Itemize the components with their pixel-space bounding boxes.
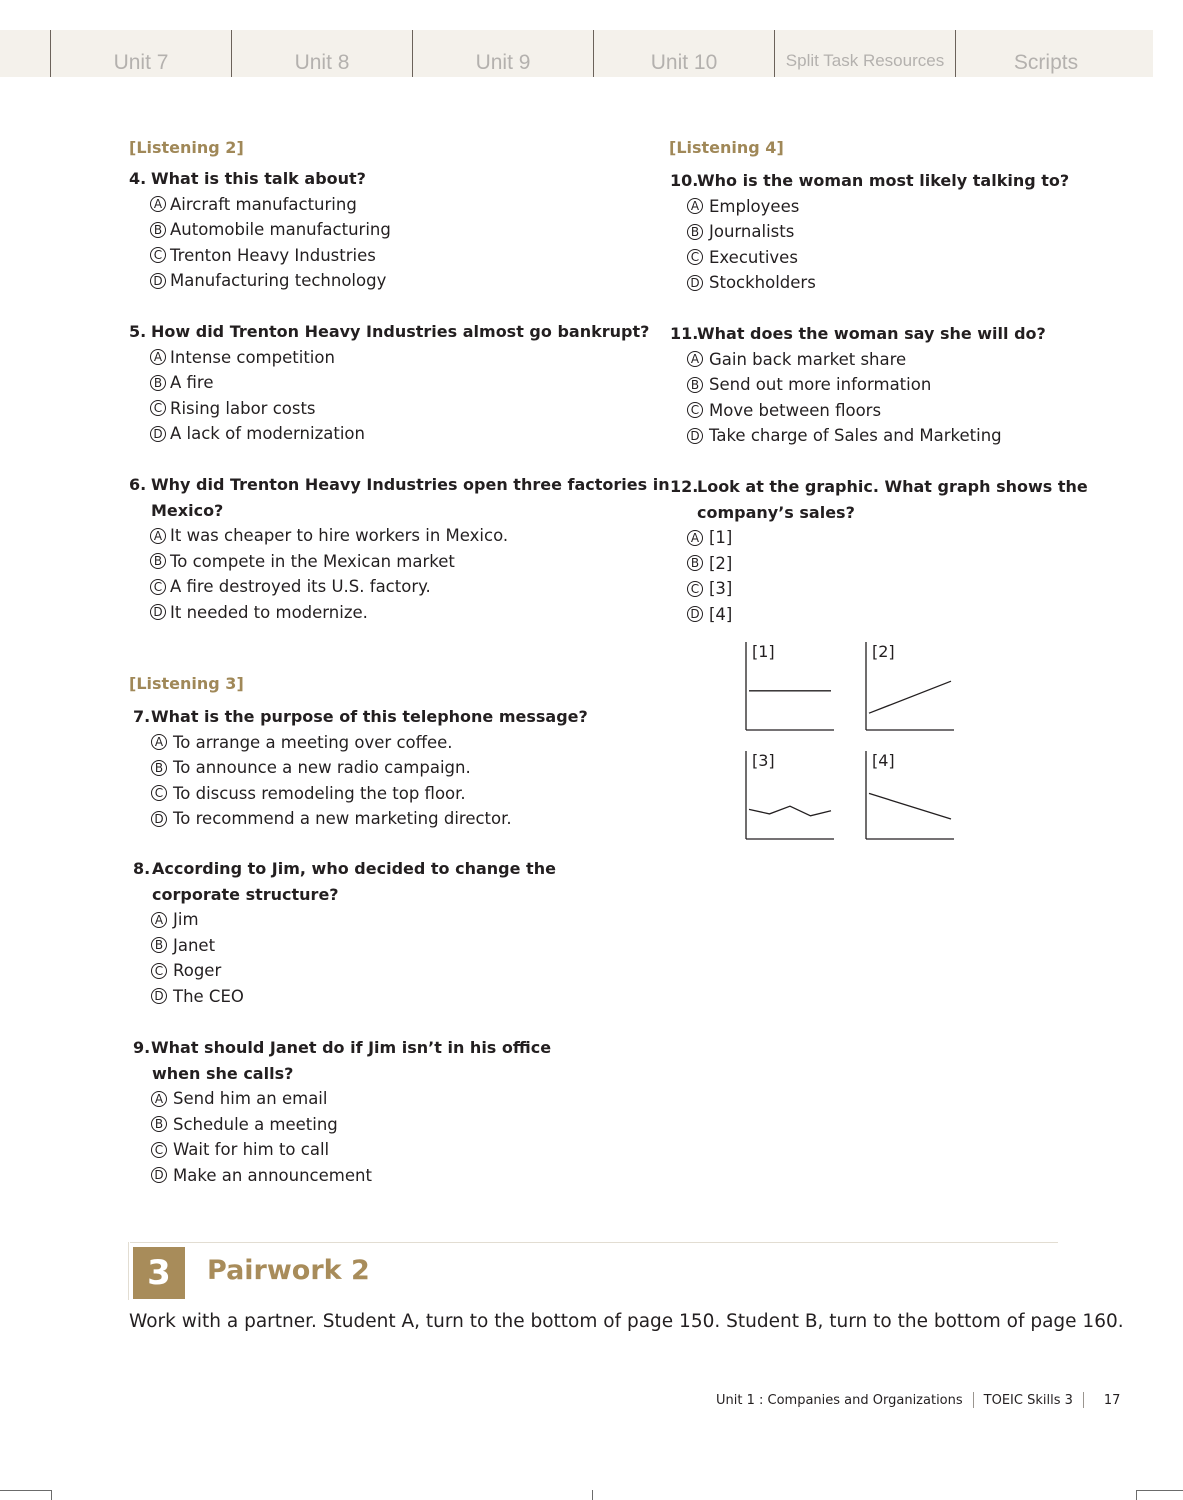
- circle-c-icon: C: [151, 785, 167, 801]
- option-a[interactable]: [151, 907, 556, 933]
- option-list: [687, 525, 1088, 627]
- tab-unit-7[interactable]: Unit 7: [113, 51, 169, 74]
- tab-unit-8[interactable]: Unit 8: [294, 51, 350, 74]
- option-b[interactable]: [151, 755, 588, 781]
- option-a[interactable]: [151, 730, 588, 756]
- question-text: [133, 1035, 551, 1061]
- circle-d-icon: D: [150, 273, 166, 289]
- option-text: Jim: [173, 910, 199, 929]
- option-b[interactable]: [150, 549, 670, 575]
- footer-book: TOEIC Skills 3: [983, 1392, 1073, 1408]
- section-label-listening-3: [Listening 3]: [129, 674, 244, 693]
- option-text: To arrange a meeting over coffee.: [173, 732, 453, 752]
- option-d[interactable]: [151, 1163, 551, 1189]
- question-text: [133, 704, 588, 730]
- question-8: [133, 856, 556, 1009]
- option-text: Move between floors: [709, 400, 882, 420]
- option-list: [151, 1086, 551, 1188]
- option-b[interactable]: [687, 551, 1088, 577]
- option-text: Schedule a meeting: [173, 1114, 338, 1134]
- crop-mark: [592, 1490, 593, 1500]
- option-text: To announce a new radio campaign.: [173, 758, 471, 777]
- question-number: 6.: [129, 475, 147, 494]
- question-number: 12.: [670, 477, 699, 496]
- circle-a-icon: A: [687, 351, 703, 367]
- circle-b-icon: B: [150, 222, 166, 238]
- question-text: [129, 472, 670, 498]
- question-5: [129, 319, 649, 447]
- option-d[interactable]: [151, 984, 556, 1010]
- pairwork-instructions: Work with a partner. Student A, turn to the bottom of page 150. Student B, turn to the bottom of page 160.: [129, 1311, 1124, 1332]
- question-prompt: What is this talk about?: [151, 169, 366, 188]
- option-text: Send him an email: [173, 1089, 328, 1108]
- option-list: [150, 192, 391, 294]
- graph-label: [4]: [872, 751, 895, 770]
- option-text: [4]: [709, 604, 733, 624]
- circle-c-icon: C: [151, 1142, 167, 1158]
- crop-mark: [1136, 1490, 1137, 1500]
- circle-d-icon: D: [687, 428, 703, 444]
- circle-a-icon: A: [151, 912, 167, 928]
- question-text: [670, 168, 1069, 194]
- option-d[interactable]: [150, 421, 649, 447]
- option-c[interactable]: [687, 576, 1088, 602]
- circle-d-icon: D: [687, 275, 703, 291]
- option-list: [150, 345, 649, 447]
- option-b[interactable]: [150, 217, 391, 243]
- question-text: [129, 166, 391, 192]
- section-rule: [130, 1242, 1058, 1243]
- option-d[interactable]: [687, 423, 1046, 449]
- circle-c-icon: C: [151, 963, 167, 979]
- circle-c-icon: C: [687, 402, 703, 418]
- option-text: Automobile manufacturing: [170, 220, 391, 239]
- circle-b-icon: B: [150, 375, 166, 391]
- option-list: [150, 523, 670, 625]
- question-12: [670, 474, 1088, 627]
- circle-b-icon: B: [150, 553, 166, 569]
- option-c[interactable]: [687, 245, 1069, 271]
- question-4: [129, 166, 391, 294]
- circle-b-icon: B: [151, 937, 167, 953]
- option-text: Trenton Heavy Industries: [170, 245, 376, 265]
- crop-mark: [51, 1490, 52, 1500]
- circle-d-icon: D: [150, 426, 166, 442]
- question-number: 9.: [133, 1038, 151, 1057]
- question-9: [133, 1035, 551, 1188]
- section-title: Pairwork 2: [207, 1255, 370, 1286]
- option-d[interactable]: [687, 602, 1088, 628]
- question-number: 7.: [133, 707, 151, 726]
- option-text: The CEO: [173, 986, 244, 1006]
- option-list: [151, 907, 556, 1009]
- option-text: It was cheaper to hire workers in Mexico.: [170, 526, 509, 545]
- option-d[interactable]: [150, 600, 670, 626]
- circle-c-icon: C: [150, 579, 166, 595]
- option-d[interactable]: [151, 806, 588, 832]
- circle-b-icon: B: [687, 377, 703, 393]
- option-text: [1]: [709, 528, 733, 547]
- question-text-continued: Mexico?: [151, 500, 224, 520]
- circle-c-icon: C: [687, 249, 703, 265]
- circle-a-icon: A: [150, 528, 166, 544]
- question-prompt: What should Janet do if Jim isn’t in his office: [151, 1038, 552, 1057]
- option-text: Employees: [709, 196, 800, 216]
- circle-b-icon: B: [151, 760, 167, 776]
- option-text: Wait for him to call: [173, 1140, 330, 1159]
- footer-separator: [973, 1392, 974, 1408]
- tab-unit-10[interactable]: Unit 10: [650, 51, 718, 74]
- circle-d-icon: D: [150, 604, 166, 620]
- graph-line: [869, 681, 951, 713]
- circle-b-icon: B: [151, 1116, 167, 1132]
- question-text: [129, 319, 649, 345]
- circle-a-icon: A: [150, 196, 166, 212]
- graph-line: [869, 793, 951, 819]
- option-d[interactable]: [687, 270, 1069, 296]
- option-text: Journalists: [709, 222, 795, 241]
- question-text-continued: corporate structure?: [152, 884, 339, 904]
- option-list: [687, 347, 1046, 449]
- question-text-continued: when she calls?: [152, 1063, 294, 1083]
- question-prompt: Why did Trenton Heavy Industries open three factories in: [151, 475, 670, 494]
- option-text: Take charge of Sales and Marketing: [709, 426, 1002, 445]
- circle-c-icon: C: [150, 400, 166, 416]
- tab-unit-9[interactable]: Unit 9: [475, 51, 531, 74]
- option-text: Stockholders: [709, 273, 816, 292]
- circle-b-icon: B: [687, 555, 703, 571]
- circle-a-icon: A: [151, 1091, 167, 1107]
- page-number: 17: [1103, 1392, 1121, 1408]
- option-b[interactable]: [151, 933, 556, 959]
- graph-label: [1]: [752, 642, 775, 661]
- question-text: [670, 321, 1046, 347]
- circle-a-icon: A: [151, 734, 167, 750]
- question-11: [670, 321, 1046, 449]
- option-text: It needed to modernize.: [170, 602, 368, 622]
- option-text: Janet: [173, 935, 216, 955]
- question-prompt: Look at the graphic. What graph shows the: [697, 477, 1088, 496]
- crop-mark: [1136, 1490, 1183, 1491]
- option-text: A lack of modernization: [170, 424, 365, 443]
- option-text: A fire destroyed its U.S. factory.: [170, 577, 431, 596]
- question-text-continued: company’s sales?: [697, 502, 855, 522]
- graph-label: [2]: [872, 642, 895, 661]
- graph-2: [865, 642, 975, 742]
- tab-split-task-resources[interactable]: Split Task Resources: [785, 51, 945, 70]
- option-text: Executives: [709, 247, 798, 267]
- option-c[interactable]: [150, 574, 670, 600]
- graph-line: [749, 806, 831, 816]
- option-c[interactable]: [150, 396, 649, 422]
- option-text: Manufacturing technology: [170, 271, 387, 290]
- crop-mark: [0, 1490, 51, 1491]
- footer-separator: [1083, 1392, 1084, 1408]
- option-b[interactable]: [687, 219, 1069, 245]
- option-text: To discuss remodeling the top floor.: [173, 783, 466, 803]
- question-text: [133, 856, 556, 882]
- option-text: Roger: [173, 961, 222, 980]
- option-a[interactable]: [150, 523, 670, 549]
- question-prompt: According to Jim, who decided to change the: [152, 859, 556, 878]
- option-d[interactable]: [150, 268, 391, 294]
- question-7: [133, 704, 588, 832]
- section-label-listening-4: [Listening 4]: [669, 138, 784, 157]
- option-text: To compete in the Mexican market: [170, 551, 455, 571]
- question-number: 10.: [670, 171, 699, 190]
- option-a[interactable]: [150, 192, 391, 218]
- option-text: Send out more information: [709, 375, 932, 394]
- graph-1: [745, 642, 855, 742]
- graph-4: [865, 751, 975, 851]
- question-10: [670, 168, 1069, 296]
- circle-a-icon: A: [687, 198, 703, 214]
- circle-b-icon: B: [687, 224, 703, 240]
- tab-scripts[interactable]: Scripts: [1013, 51, 1079, 74]
- question-number: 4.: [129, 169, 147, 188]
- option-a[interactable]: [687, 347, 1046, 373]
- question-6: [129, 472, 670, 625]
- option-text: [2]: [709, 553, 733, 573]
- page-footer: [716, 1392, 1120, 1408]
- option-text: Rising labor costs: [170, 398, 316, 418]
- circle-d-icon: D: [151, 811, 167, 827]
- option-c[interactable]: [151, 1137, 551, 1163]
- circle-d-icon: D: [151, 1167, 167, 1183]
- option-c[interactable]: [150, 243, 391, 269]
- circle-c-icon: C: [150, 247, 166, 263]
- section-number-badge: 3: [133, 1247, 185, 1299]
- question-prompt: What is the purpose of this telephone message?: [151, 707, 588, 726]
- option-text: Make an announcement: [173, 1165, 372, 1185]
- footer-unit: Unit 1 : Companies and Organizations: [716, 1392, 963, 1408]
- option-text: A fire: [170, 373, 214, 392]
- circle-a-icon: A: [687, 530, 703, 546]
- option-list: [687, 194, 1069, 296]
- question-number: 11.: [670, 324, 699, 343]
- option-list: [151, 730, 588, 832]
- question-number: 5.: [129, 322, 147, 341]
- section-rule-vertical: [128, 1242, 129, 1300]
- circle-d-icon: D: [151, 988, 167, 1004]
- graph-label: [3]: [752, 751, 775, 770]
- question-prompt: Who is the woman most likely talking to?: [697, 171, 1070, 190]
- circle-d-icon: D: [687, 606, 703, 622]
- option-text: Intense competition: [170, 347, 335, 367]
- option-text: [3]: [709, 579, 733, 598]
- option-a[interactable]: [151, 1086, 551, 1112]
- question-text: [670, 474, 1088, 500]
- option-a[interactable]: [150, 345, 649, 371]
- option-text: Aircraft manufacturing: [170, 194, 357, 214]
- circle-a-icon: A: [150, 349, 166, 365]
- question-number: 8.: [133, 859, 151, 878]
- option-a[interactable]: [687, 525, 1088, 551]
- circle-c-icon: C: [687, 581, 703, 597]
- option-c[interactable]: [687, 398, 1046, 424]
- option-a[interactable]: [687, 194, 1069, 220]
- option-text: Gain back market share: [709, 349, 907, 369]
- option-b[interactable]: [150, 370, 649, 396]
- option-c[interactable]: [151, 781, 588, 807]
- unit-nav-bar: [0, 30, 1153, 77]
- option-b[interactable]: [151, 1112, 551, 1138]
- question-prompt: What does the woman say she will do?: [697, 324, 1046, 343]
- question-prompt: How did Trenton Heavy Industries almost go bankrupt?: [151, 322, 650, 341]
- option-c[interactable]: [151, 958, 556, 984]
- section-label-listening-2: [Listening 2]: [129, 138, 244, 157]
- option-text: To recommend a new marketing director.: [173, 809, 512, 828]
- graph-3: [745, 751, 855, 851]
- option-b[interactable]: [687, 372, 1046, 398]
